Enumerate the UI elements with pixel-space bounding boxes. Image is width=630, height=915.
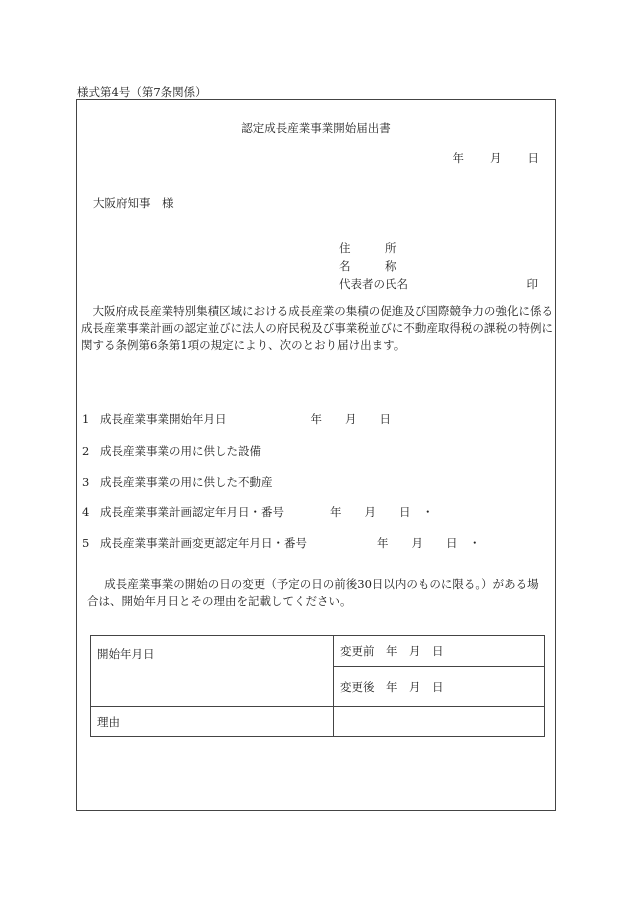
addressee: 大阪府知事 様 [93,196,174,210]
item-label: 成長産業事業計画変更認定年月日・番号 [100,536,307,550]
before-change-cell[interactable]: 変更前 年 月 日 [334,636,545,667]
form-frame [76,99,556,811]
item-5 [82,535,481,551]
reason-label: 理由 [91,707,334,737]
item-number: 2 [82,444,90,458]
form-number: 様式第4号（第7条関係） [77,85,207,99]
item-date: 年 月 日 ・ [377,536,481,550]
change-table [90,635,545,737]
item-4 [82,504,434,520]
item-number: 4 [82,505,90,519]
name-label: 名 称 [339,259,397,273]
item-1 [82,411,391,427]
item-date: 年 月 日 [310,412,391,426]
item-label: 成長産業事業開始年月日 [100,412,227,426]
after-change-cell[interactable]: 変更後 年 月 日 [334,667,545,707]
item-label: 成長産業事業の用に供した設備 [100,444,261,458]
document-title: 認定成長産業事業開始届出書 [241,121,391,135]
body-paragraph: 大阪府成長産業特別集積区域における成長産業の集積の促進及び国際競争力の強化に係る成長産業事業計画の認定並びに法人の府民税及び事業税並びに不動産取得税の課税の特例に関する条例第6条第1項の規定により、次のとおり届け出ます。 [81,304,553,352]
reason-cell[interactable] [334,707,545,737]
item-3 [82,474,273,490]
item-number: 3 [82,475,90,489]
seal-mark: 印 [526,277,538,291]
date-month: 月 [490,151,502,165]
instruction-note: 成長産業事業の開始の日の変更（予定の日の前後30日以内のものに限る。）がある場合は、開始年月日とその理由を記載してください。 [87,577,539,608]
item-number: 1 [82,412,90,426]
item-label: 成長産業事業の用に供した不動産 [100,475,273,489]
date-year: 年 [452,151,464,165]
address-label: 住 所 [339,241,397,255]
date-day: 日 [527,151,539,165]
item-label: 成長産業事業計画認定年月日・番号 [100,505,284,519]
start-date-label: 開始年月日 [91,636,334,707]
item-date: 年 月 日 ・ [330,505,434,519]
item-number: 5 [82,536,90,550]
submission-date [453,150,540,166]
representative-label: 代表者の氏名 [339,277,408,291]
item-2 [82,443,261,459]
